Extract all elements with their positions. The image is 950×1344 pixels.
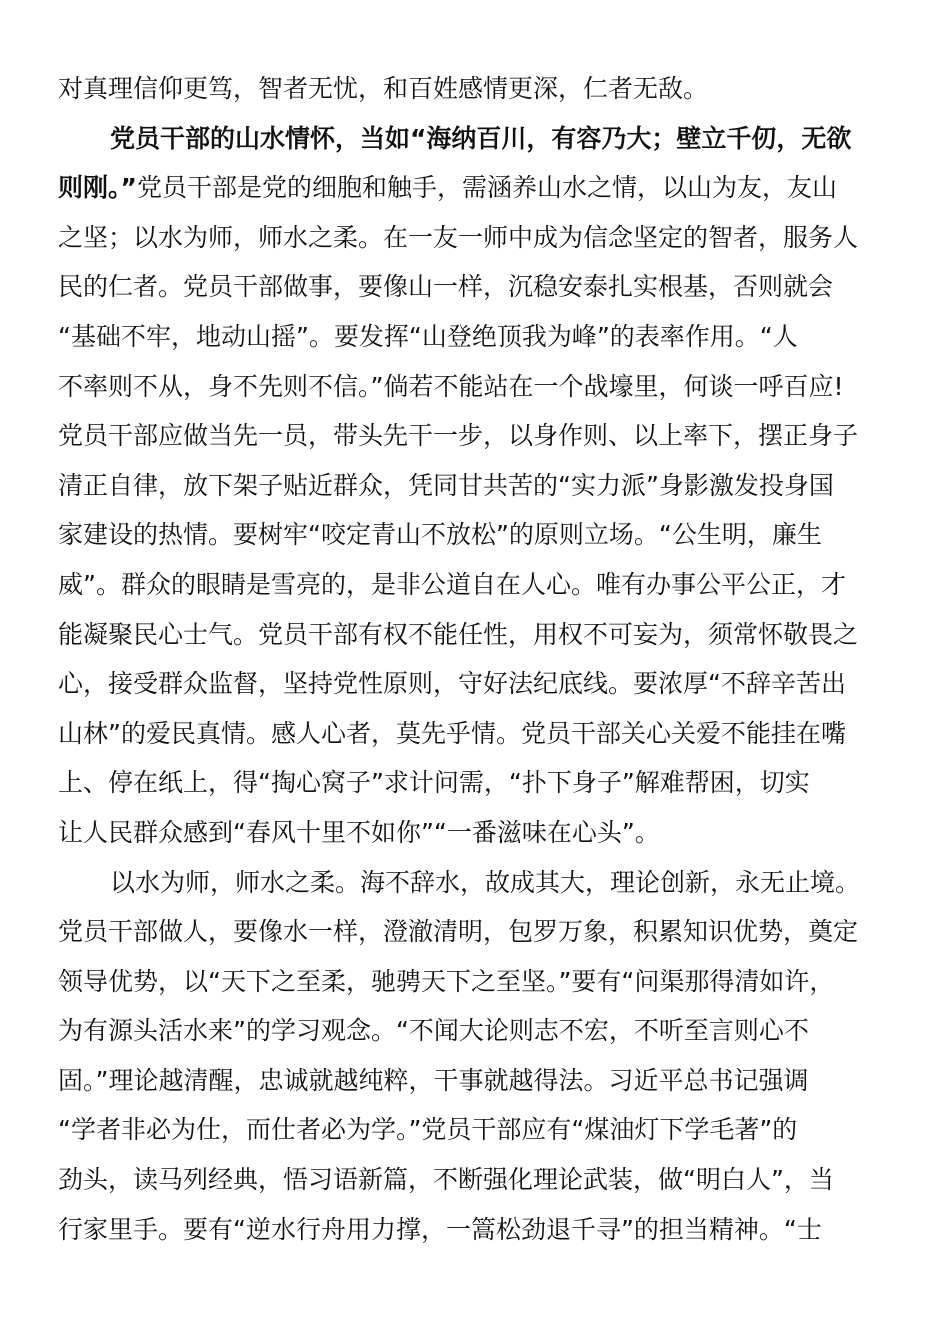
text-line: 固。”理论越清醒，忠诚就越纯粹，干事就越得法。习近平总书记强调 bbox=[58, 1065, 809, 1095]
text-line: 以水为师，师水之柔。海不辞水，故成其大，理论创新，永无止境。 bbox=[110, 867, 861, 897]
text-line: 不率则不从，身不先则不信。”倘若不能站在一个战壕里，何谈一呼百应! bbox=[58, 371, 844, 401]
text-segment: 党员干部是党的细胞和触手，需涵养山水之情，以山为友，友山 bbox=[136, 173, 837, 203]
text-line: 家建设的热情。要树牢“咬定青山不放松”的原则立场。“公生明，廉生 bbox=[58, 520, 822, 550]
text-line: 民的仁者。党员干部做事，要像山一样，沉稳安泰扎实根基，否则就会 bbox=[58, 272, 834, 302]
text-line: “基础不牢，地动山摇”。要发挥“山登绝顶我为峰”的表率作用。“人 bbox=[58, 321, 798, 351]
text-line: 能凝聚民心士气。党员干部有权不能任性，用权不可妄为，须常怀敬畏之 bbox=[58, 619, 859, 649]
text-line: “学者非必为仕，而仕者必为学。”党员干部应有“煤油灯下学毛著”的 bbox=[58, 1115, 798, 1145]
text-line: 党员干部的山水情怀，当如“海纳百川，有容乃大；壁立千仞，无欲 bbox=[110, 123, 852, 153]
text-line: 行家里手。要有“逆水行舟用力撑，一篙松劲退千寻”的担当精神。“士 bbox=[58, 1214, 822, 1244]
text-line: 威”。群众的眼睛是雪亮的，是非公道自在人心。唯有办事公平公正，才 bbox=[58, 569, 846, 599]
text-line: 劲头，读马列经典，悟习语新篇，不断强化理论武装，做“明白人”，当 bbox=[58, 1165, 834, 1195]
text-segment: 则刚。” bbox=[58, 173, 137, 203]
text-line: 清正自律，放下架子贴近群众，凭同甘共苦的“实力派”身影激发投身国 bbox=[58, 470, 834, 500]
text-line: 让人民群众感到“春风十里不如你”“一番滋味在心头”。 bbox=[58, 817, 660, 847]
text-line bbox=[58, 163, 898, 213]
text-line: 心，接受群众监督，坚持党性原则，守好法纪底线。要浓厚“不辞辛苦出 bbox=[58, 669, 846, 699]
text-line: 之坚；以水为师，师水之柔。在一友一师中成为信念坚定的智者，服务人 bbox=[58, 222, 859, 252]
text-line: 为有源头活水来”的学习观念。“不闻大论则志不宏，不听至言则心不 bbox=[58, 1016, 809, 1046]
text-line: 党员干部做人，要像水一样，澄澈清明，包罗万象，积累知识优势，奠定 bbox=[58, 917, 859, 947]
text-line: 山林”的爱民真情。感人心者，莫先乎情。党员干部关心关爱不能挂在嘴 bbox=[58, 718, 846, 748]
document-body bbox=[58, 64, 898, 1254]
text-line: 党员干部应做当先一员，带头先干一步，以身作则、以上率下，摆正身子 bbox=[58, 421, 859, 451]
text-line: 领导优势，以“天下之至柔，驰骋天下之至坚。”要有“问渠那得清如许， bbox=[58, 966, 835, 996]
text-line: 上、停在纸上，得“掏心窝子”求计问需，“扑下身子”解难帮困，切实 bbox=[58, 768, 810, 798]
text-line: 对真理信仰更笃，智者无忧，和百姓感情更深，仁者无敌。 bbox=[58, 74, 709, 103]
